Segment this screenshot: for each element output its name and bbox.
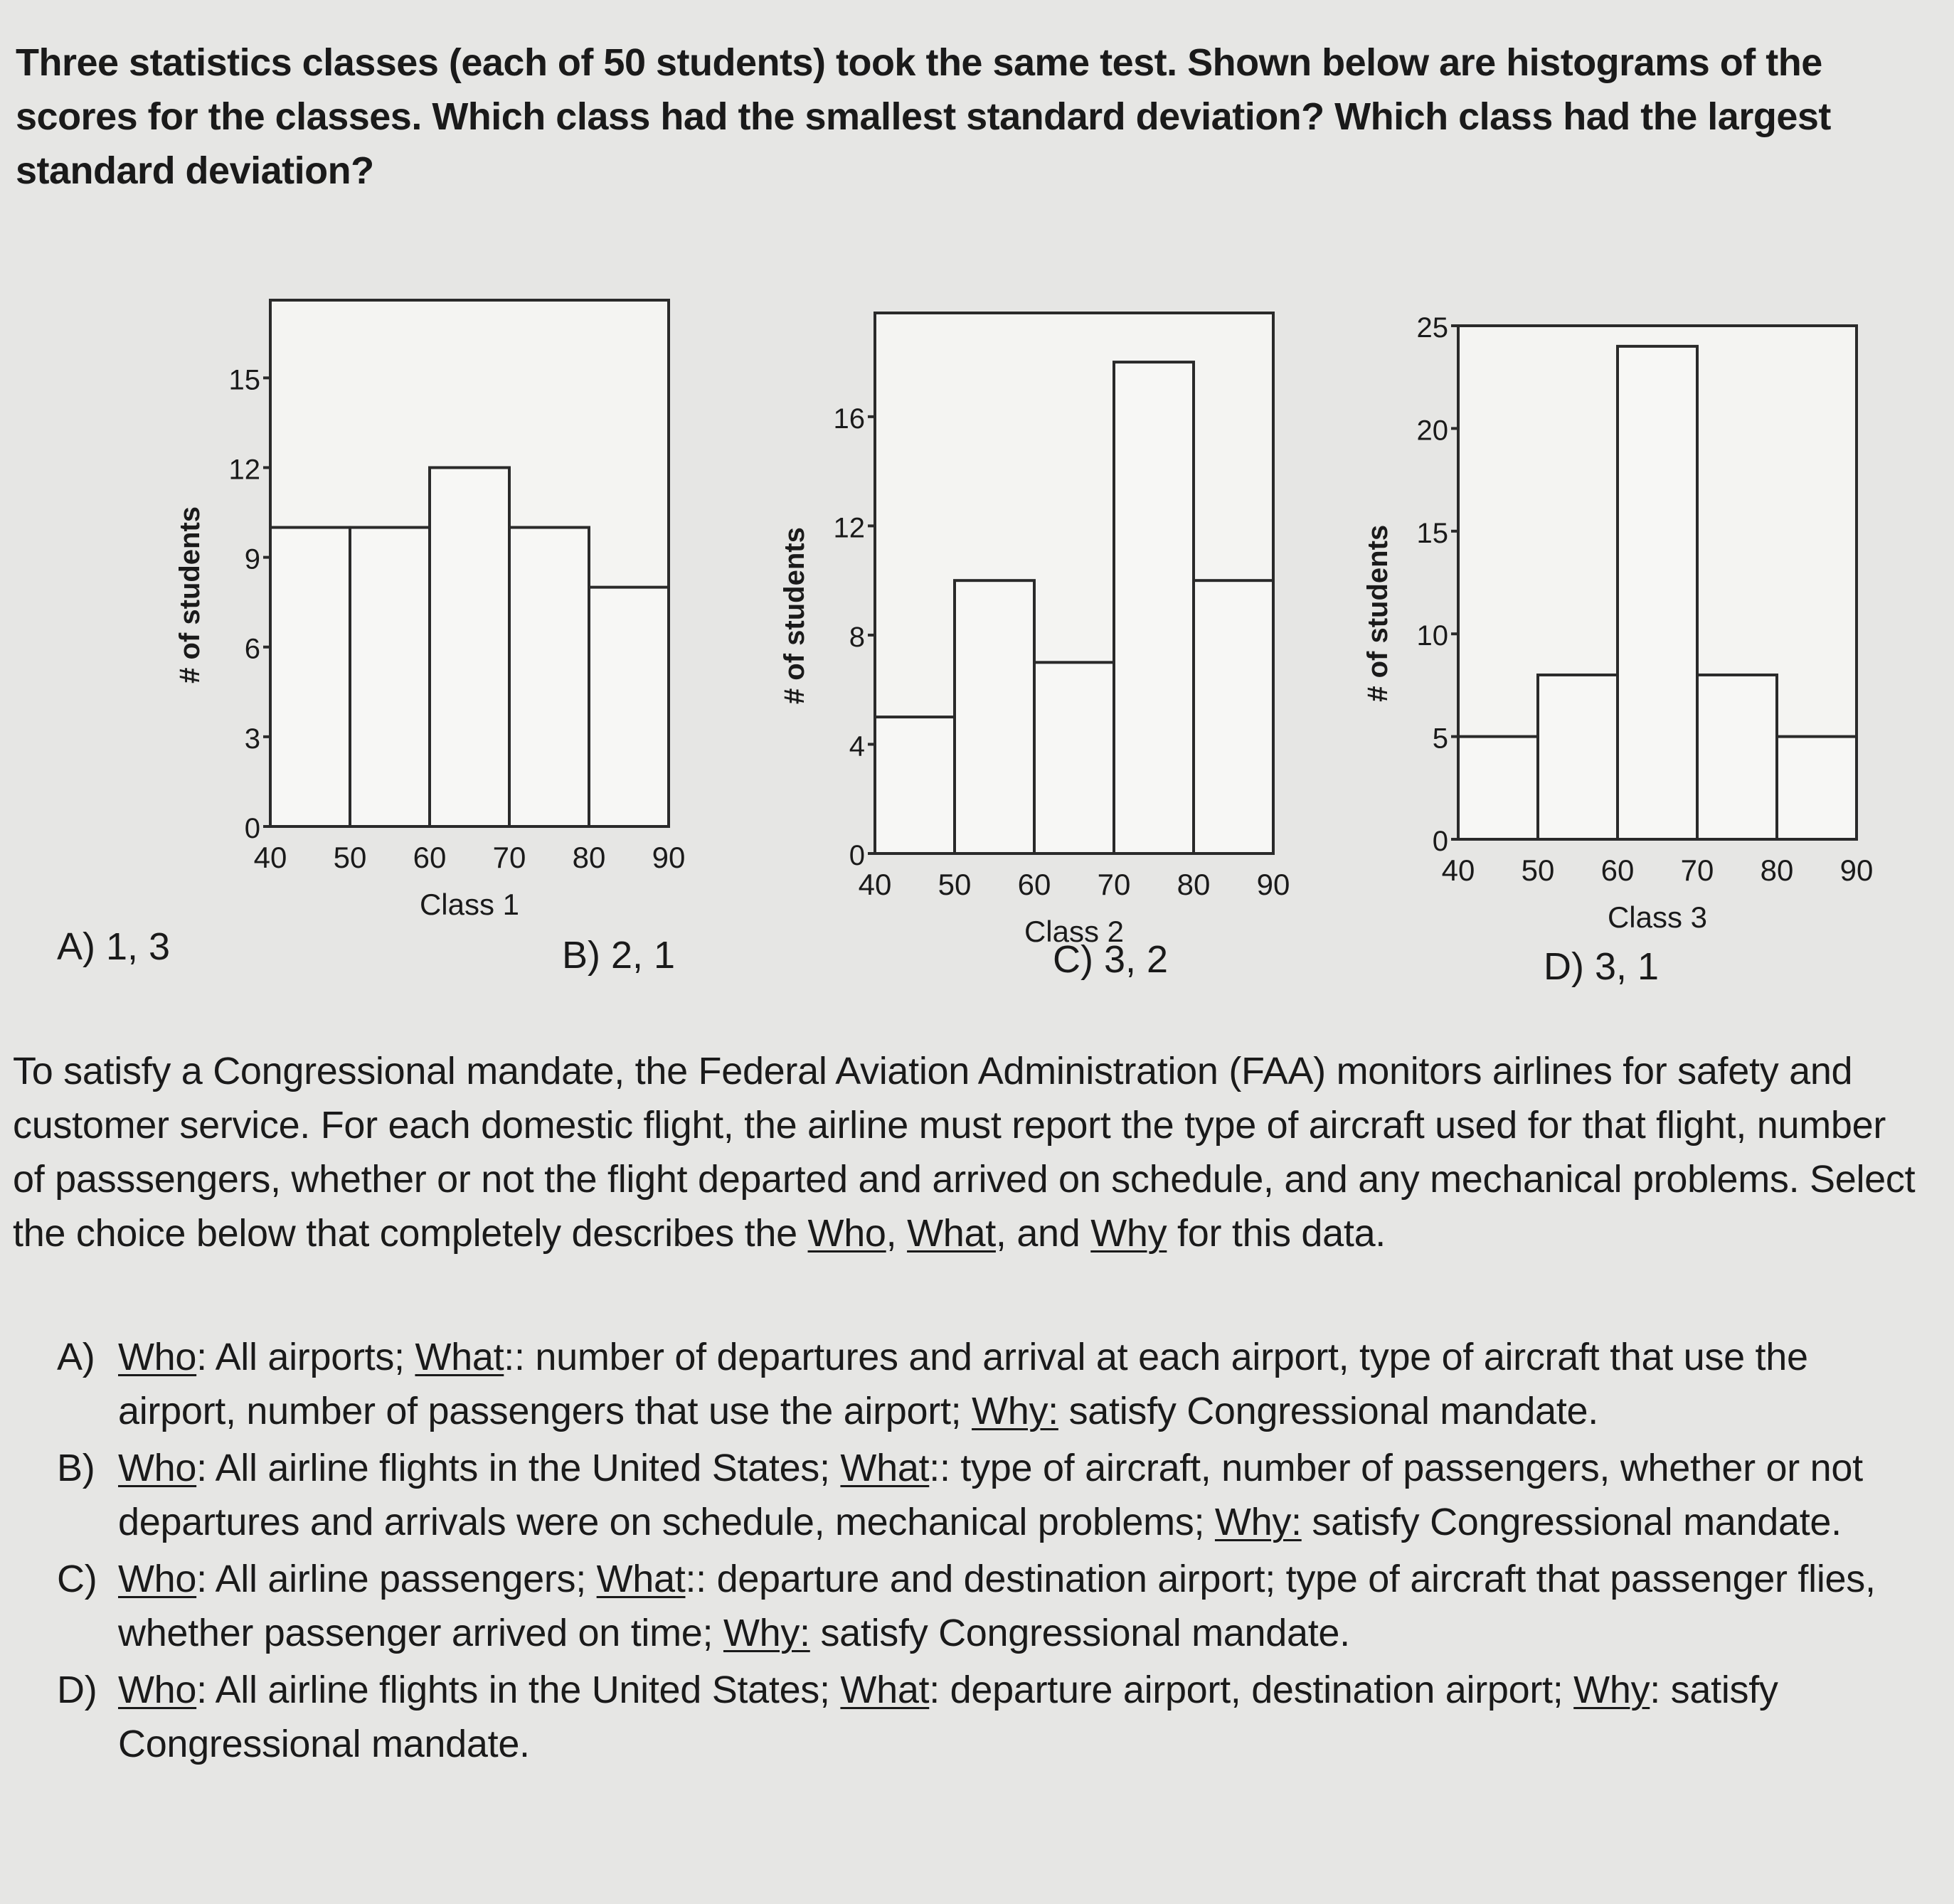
choice-who-label: Who — [118, 1447, 197, 1489]
y-tick-label: 15 — [228, 364, 260, 396]
histogram-bar — [955, 580, 1034, 853]
histogram-bar — [1034, 662, 1114, 853]
histogram-bar — [1697, 675, 1777, 839]
y-tick-label: 0 — [849, 840, 865, 871]
y-tick-label: 3 — [244, 723, 260, 755]
histogram-bar — [1618, 346, 1697, 839]
y-tick-label: 0 — [1432, 826, 1448, 857]
choice-why-label: Why: — [723, 1612, 810, 1654]
x-tick-label: 80 — [1177, 868, 1211, 901]
x-tick-label: 60 — [413, 841, 447, 874]
y-tick-label: 8 — [849, 621, 865, 653]
x-tick-label: 70 — [492, 841, 526, 874]
choice-who-label: Who — [118, 1558, 197, 1600]
choice-who-label: Who — [118, 1669, 197, 1711]
q2-why: Why — [1090, 1212, 1167, 1255]
question-1-text: Three statistics classes (each of 50 students) took the same test. Shown below are histograms of the scores for the classes. Which class had the smallest standard deviation? Which class had the largest standard deviation? — [16, 41, 1831, 192]
y-tick-label: 16 — [833, 403, 865, 435]
choice-what-label: What — [596, 1558, 686, 1600]
y-tick-label: 6 — [244, 633, 260, 665]
histogram-bar — [270, 528, 350, 826]
y-tick-label: 10 — [1416, 620, 1448, 652]
histogram-bar — [1777, 737, 1857, 839]
y-tick-label: 20 — [1416, 415, 1448, 447]
x-tick-label: 90 — [652, 841, 686, 874]
q2-choice-b[interactable] — [57, 1441, 1906, 1549]
x-tick-label: 90 — [1256, 868, 1290, 901]
choice-what: :: type of aircraft, number of passengers, whether or not departures and arrivals were on schedule, mechanical problems; — [118, 1447, 1863, 1543]
q2-sep2: , and — [995, 1212, 1091, 1255]
y-tick-label: 0 — [244, 813, 260, 844]
choice-what: : departure airport, destination airport; — [929, 1669, 1574, 1711]
choice-what-label: What — [840, 1669, 930, 1711]
x-tick-label: 80 — [572, 841, 606, 874]
choice-letter: A) — [57, 1336, 95, 1378]
y-axis-label: # of students — [1362, 524, 1393, 702]
q1-option-c[interactable]: C) 3, 2 — [1053, 938, 1169, 981]
choice-who-label: Who — [118, 1336, 197, 1378]
q1-option-b[interactable]: B) 2, 1 — [562, 934, 676, 977]
choice-what: :: number of departures and arrival at each airport, type of aircraft that use the airport, number of passengers that use the airport; — [118, 1336, 1808, 1432]
histogram-class-3 — [1323, 299, 1935, 939]
q1-option-d[interactable]: D) 3, 1 — [1544, 945, 1660, 988]
x-axis-label: Class 2 — [1024, 915, 1125, 948]
x-tick-label: 40 — [253, 841, 287, 874]
q2-choice-c[interactable] — [57, 1552, 1906, 1660]
y-tick-label: 12 — [228, 454, 260, 486]
choice-why-label: Why: — [1214, 1501, 1302, 1543]
x-tick-label: 60 — [1600, 853, 1635, 887]
y-axis-label: # of students — [174, 506, 206, 684]
y-tick-label: 15 — [1416, 517, 1448, 549]
choice-letter: C) — [57, 1558, 97, 1600]
choice-who: : All airline passengers; — [196, 1558, 597, 1600]
x-axis-label: Class 1 — [419, 888, 520, 921]
question-2-text — [13, 1044, 1919, 1260]
choice-why: satisfy Congressional mandate. — [1058, 1390, 1598, 1432]
histogram-bar — [509, 528, 589, 826]
y-tick-label: 5 — [1432, 723, 1448, 755]
x-tick-label: 70 — [1097, 868, 1131, 901]
choice-what: :: departure and destination airport; type of aircraft that passenger flies, whether passenger arrived on time; — [118, 1558, 1876, 1654]
x-tick-label: 40 — [858, 868, 892, 901]
q2-choices — [57, 1330, 1906, 1774]
histogram-class-2 — [740, 299, 1337, 948]
choice-why-label: Why: — [972, 1390, 1058, 1432]
x-tick-label: 50 — [1521, 853, 1555, 887]
choice-who: : All airline flights in the United States; — [196, 1447, 841, 1489]
x-tick-label: 50 — [333, 841, 367, 874]
q2-what: What — [907, 1212, 996, 1255]
histogram-bar — [875, 717, 955, 853]
x-axis-label: Class 3 — [1607, 900, 1708, 934]
q2-choice-d[interactable] — [57, 1663, 1906, 1771]
y-tick-label: 25 — [1416, 312, 1448, 344]
choice-who: : All airports; — [196, 1336, 415, 1378]
choice-letter: B) — [57, 1447, 95, 1489]
choice-why-label: Why — [1573, 1669, 1650, 1711]
q2-end: for this data. — [1167, 1212, 1386, 1255]
choice-who: : All airline flights in the United States; — [196, 1669, 841, 1711]
histogram-bar — [1538, 675, 1618, 839]
x-tick-label: 90 — [1839, 853, 1874, 887]
histogram-class-1 — [128, 284, 726, 925]
choice-why: : satisfy Congressional mandate. — [118, 1669, 1778, 1765]
choice-what-label: What — [415, 1336, 504, 1378]
y-tick-label: 9 — [244, 543, 260, 575]
choice-what-label: What — [840, 1447, 930, 1489]
choice-why: satisfy Congressional mandate. — [1301, 1501, 1842, 1543]
x-tick-label: 70 — [1680, 853, 1714, 887]
choice-why: satisfy Congressional mandate. — [809, 1612, 1350, 1654]
q2-who: Who — [807, 1212, 886, 1255]
q2-choice-a[interactable] — [57, 1330, 1906, 1438]
q1-option-a[interactable]: A) 1, 3 — [57, 925, 171, 968]
histogram-bar — [430, 467, 509, 826]
histogram-bar — [1458, 737, 1538, 839]
q2-sep1: , — [886, 1212, 908, 1255]
y-axis-label: # of students — [779, 527, 810, 705]
histogram-bar — [1114, 362, 1194, 853]
histogram-bar — [1194, 580, 1273, 853]
q2-intro: To satisfy a Congressional mandate, the Federal Aviation Administration (FAA) monitors airlines for safety and customer service. For each domestic flight, the airline must report the type of aircraft used for that flight, number of passsengers, whether or not the flight departed and arrived on schedule, and any mechanical problems. Select the choice below that completely describes the — [13, 1050, 1916, 1255]
histogram-bar — [350, 528, 430, 826]
x-tick-label: 50 — [938, 868, 972, 901]
x-tick-label: 40 — [1441, 853, 1475, 887]
x-tick-label: 60 — [1017, 868, 1051, 901]
x-tick-label: 80 — [1760, 853, 1794, 887]
histogram-bar — [589, 587, 669, 826]
choice-letter: D) — [57, 1669, 97, 1711]
y-tick-label: 12 — [833, 512, 865, 544]
y-tick-label: 4 — [849, 730, 865, 762]
